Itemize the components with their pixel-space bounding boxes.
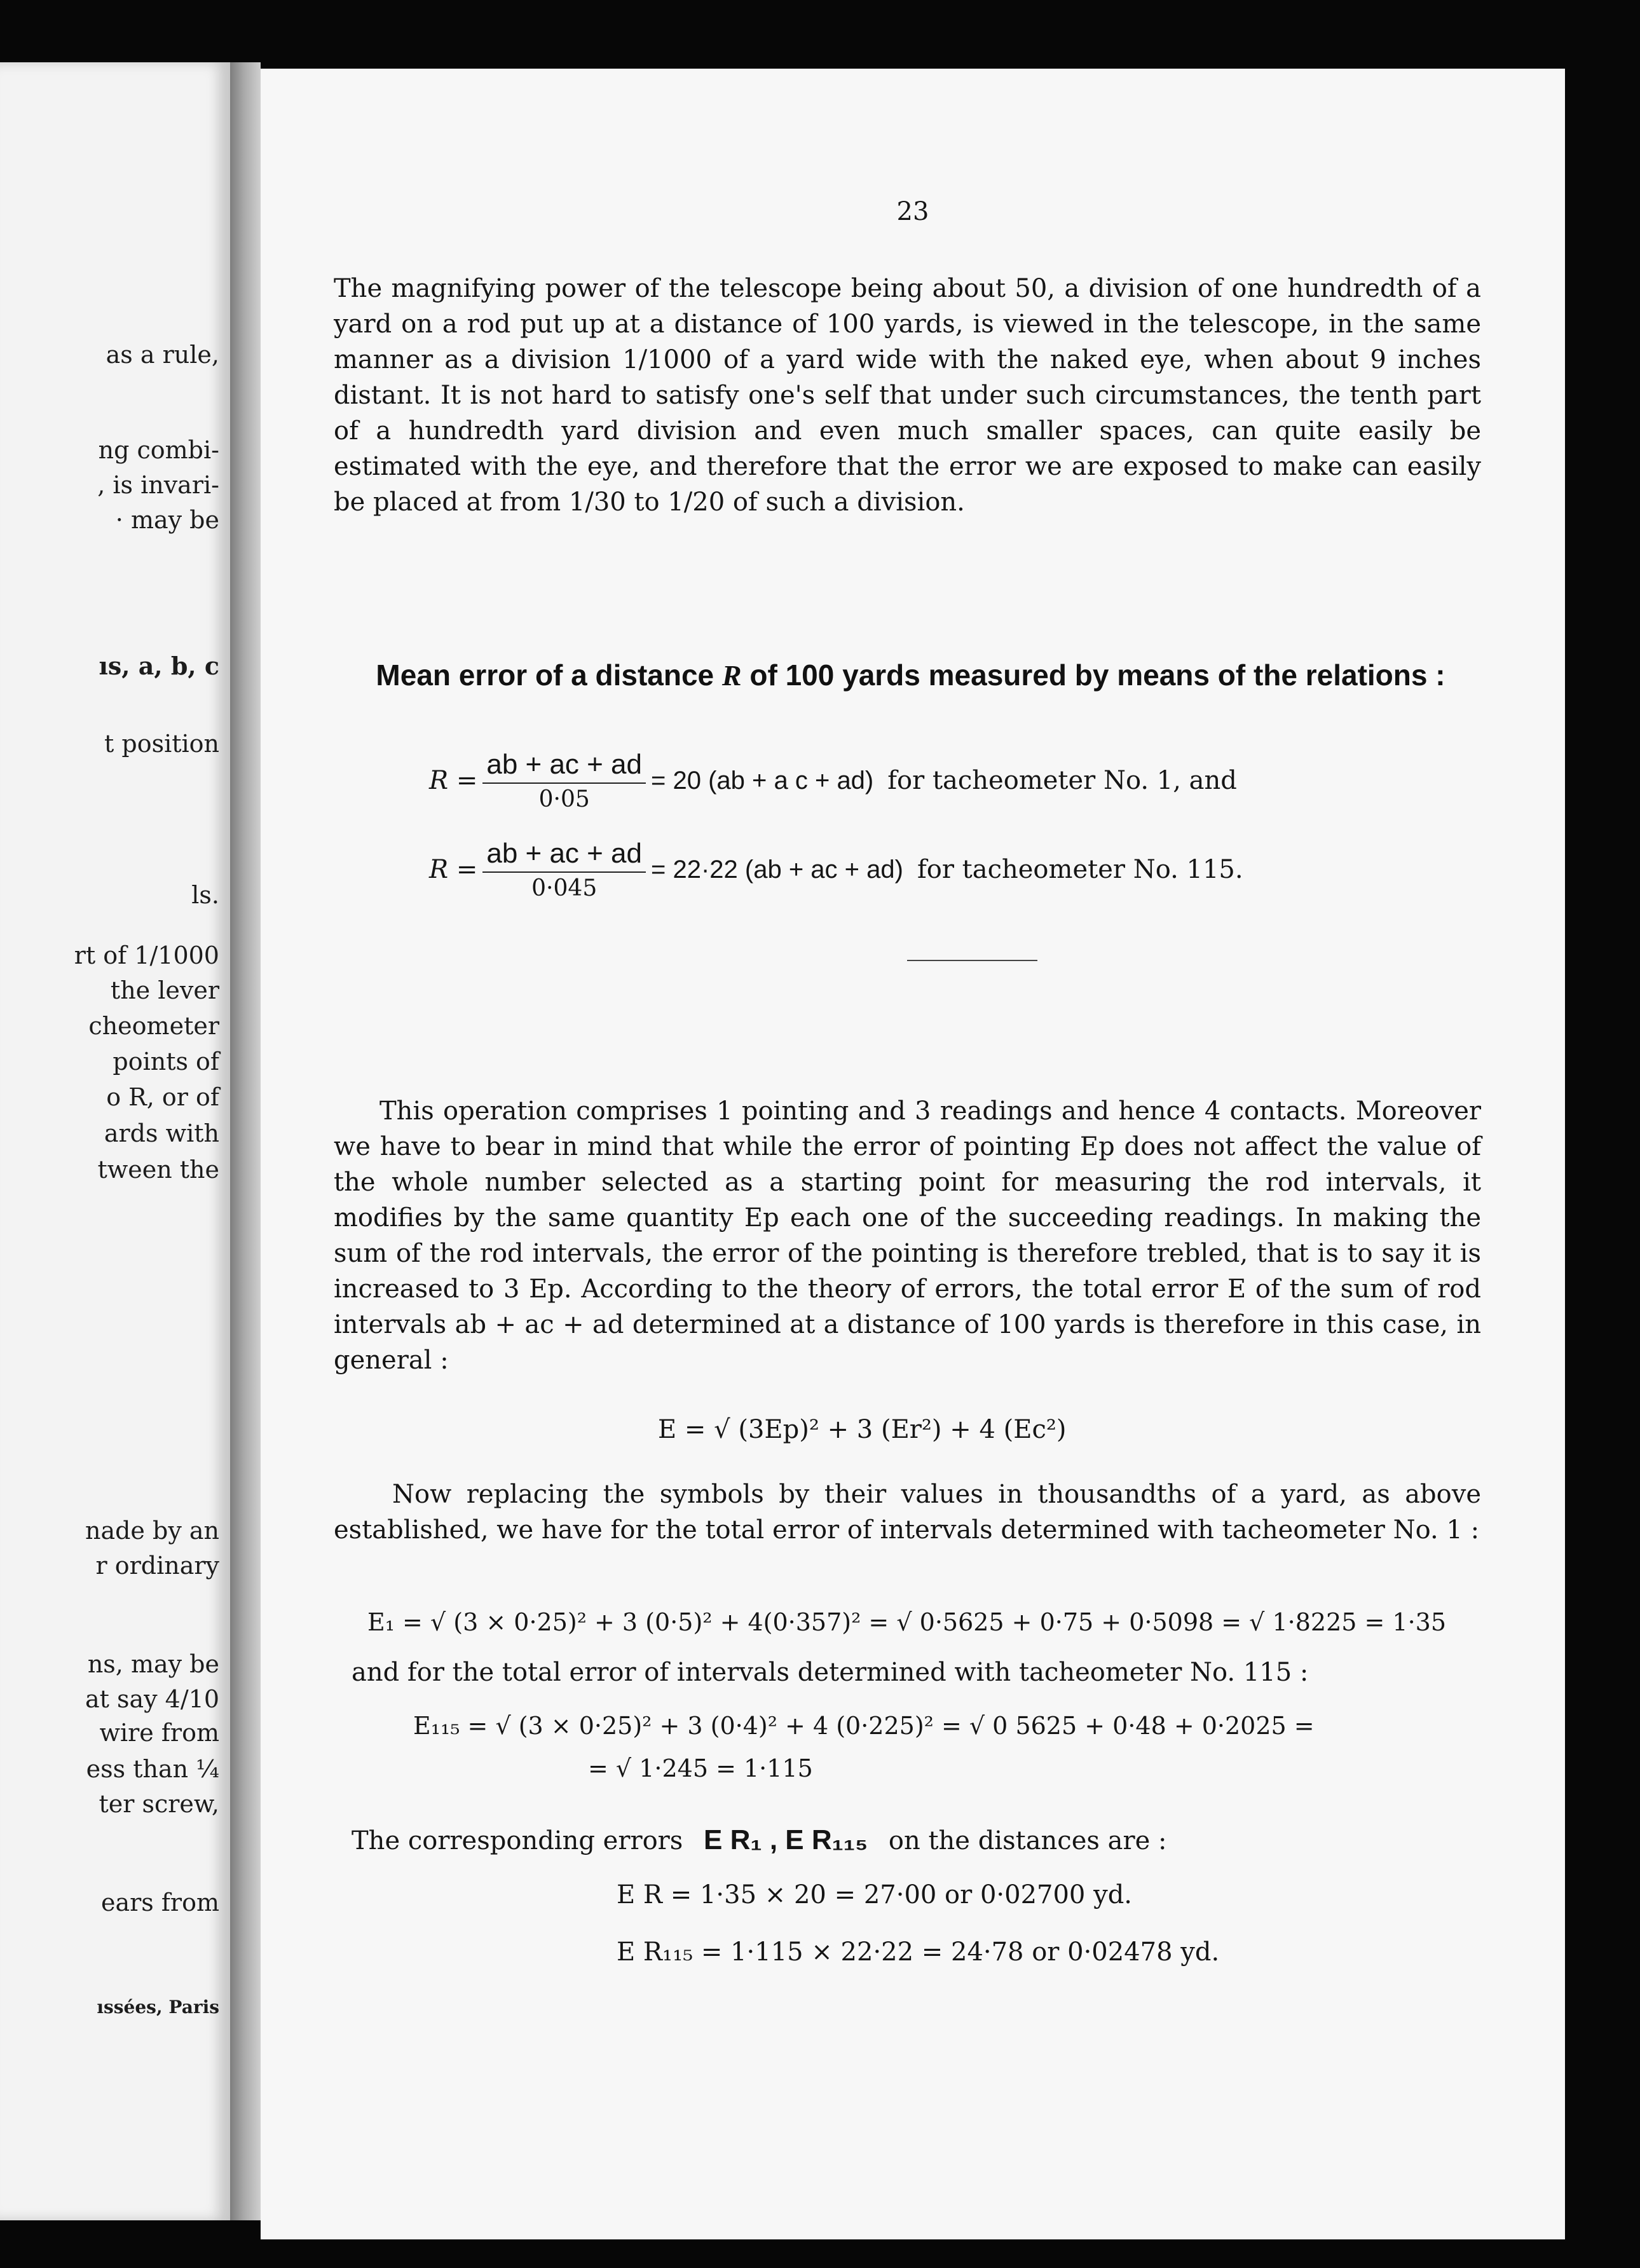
fraction-denominator: 0·045: [531, 875, 598, 901]
fraction-numerator: ab + ac + ad: [482, 749, 646, 784]
left-fragment: at say 4/10: [85, 1685, 219, 1713]
corresponding-prefix: The corresponding errors: [352, 1826, 683, 1855]
equation-lhs: R =: [429, 855, 478, 884]
left-fragment: ng combi-: [98, 436, 219, 464]
section-heading: [327, 657, 1494, 694]
left-fragment: ıssées, Paris: [97, 1997, 219, 2018]
left-fragment: ter screw,: [99, 1790, 219, 1818]
left-fragment: points of: [113, 1048, 219, 1076]
corresponding-symbols: E R₁ , E R₁₁₅: [704, 1824, 868, 1855]
left-fragment: ards with: [104, 1119, 219, 1147]
equation-fraction: [482, 749, 646, 812]
book-gutter: [230, 62, 261, 2220]
left-fragment: ears from: [100, 1889, 219, 1916]
left-fragment: · may be: [115, 506, 219, 534]
equation-rhs: = 20 (ab + a c + ad): [651, 766, 874, 795]
left-fragment: ess than ¼: [86, 1755, 219, 1783]
equation-lhs: R =: [429, 766, 478, 795]
left-fragment: , is invari-: [97, 471, 219, 499]
equation-e115-line2: = √ 1·245 = 1·115: [588, 1754, 813, 1782]
left-fragment: ıs, a, b, c: [99, 652, 219, 680]
intro-paragraph: The magnifying power of the telescope being about 50, a division of one hundredth of a yard on a rod put up at a distance of 100 yards, is viewed in the telescope, in the same manner as a division 1/1000 of a yard wide with the naked eye, when about 9 inches distant. It is not hard to satisfy one's self that under such circumstances, the tenth part of a hundredth yard division and even much smaller spaces, can quite easily be estimated with the eye, and therefore that the error we are exposed to make can easily be placed at from 1/30 to 1/20 of such a division.: [334, 274, 1481, 517]
equation-e115-line1: E₁₁₅ = √ (3 × 0·25)² + 3 (0·4)² + 4 (0·225)² = √ 0 5625 + 0·48 + 0·2025 =: [413, 1712, 1315, 1740]
section-divider: [907, 960, 1037, 961]
equation-e1: E₁ = √ (3 × 0·25)² + 3 (0·5)² + 4(0·357)² = √ 0·5625 + 0·75 + 0·5098 = √ 1·8225 = 1·35: [367, 1608, 1447, 1636]
left-fragment: the lever: [110, 976, 219, 1004]
heading-variable: R: [721, 659, 742, 692]
left-fragment: as a rule,: [106, 341, 219, 369]
heading-part1: Mean error of a distance: [376, 659, 714, 692]
corresponding-errors-line: [352, 1824, 1166, 1856]
left-fragment: nade by an: [85, 1517, 219, 1545]
equation-fraction: [482, 838, 646, 901]
left-fragment: r ordinary: [95, 1552, 219, 1580]
left-fragment: tween the: [97, 1156, 219, 1184]
corresponding-suffix: on the distances are :: [888, 1826, 1167, 1855]
right-page: [261, 69, 1565, 2239]
fraction-denominator: 0·05: [538, 786, 590, 812]
equation-tacheometer-1: [429, 749, 1237, 812]
left-fragment: o R, or of: [106, 1083, 219, 1111]
equation-er115: E R₁₁₅ = 1·115 × 22·22 = 24·78 or 0·02478 yd.: [617, 1937, 1220, 1967]
equation-note: for tacheometer No. 115.: [917, 855, 1243, 884]
fraction-numerator: ab + ac + ad: [482, 838, 646, 873]
equation-total-error: E = √ (3Ep)² + 3 (Er²) + 4 (Ec²): [658, 1415, 1067, 1444]
equation-rhs: = 22·22 (ab + ac + ad): [651, 855, 903, 884]
and-for-line: and for the total error of intervals determined with tacheometer No. 115 :: [352, 1658, 1309, 1687]
page-number: 23: [896, 197, 929, 226]
left-fragment: cheometer: [88, 1012, 219, 1040]
equation-tacheometer-115: [429, 838, 1243, 901]
replacing-paragraph: Now replacing the symbols by their values in thousandths of a yard, as above established, we have for the total error of intervals determined with tacheometer No. 1 :: [334, 1480, 1481, 1545]
equation-note: for tacheometer No. 1, and: [887, 766, 1237, 795]
left-fragment: ls.: [191, 881, 219, 909]
left-fragment: t position: [104, 730, 219, 758]
left-fragment: rt of 1/1000: [74, 941, 219, 969]
left-fragment: wire from: [99, 1719, 219, 1747]
equation-er1: E R = 1·35 × 20 = 27·00 or 0·02700 yd.: [617, 1880, 1133, 1909]
operation-paragraph: This operation comprises 1 pointing and 3 readings and hence 4 contacts. Moreover we have to bear in mind that while the error of pointing Ep does not affect the value of the whole number selected as a starting point for measuring the rod intervals, it modifies by the same quantity Ep each one of the succeeding readings. In making the sum of the rod intervals, the error of the pointing is therefore trebled, that is to say it is increased to 3 Ep. According to the theory of errors, the total error E of the sum of rod intervals ab + ac + ad determined at a distance of 100 yards is therefore in this case, in general :: [334, 1096, 1481, 1375]
left-page: [0, 62, 230, 2220]
heading-part2: of 100 yards measured by means of the relations :: [749, 659, 1445, 692]
left-fragment: ns, may be: [87, 1650, 219, 1678]
